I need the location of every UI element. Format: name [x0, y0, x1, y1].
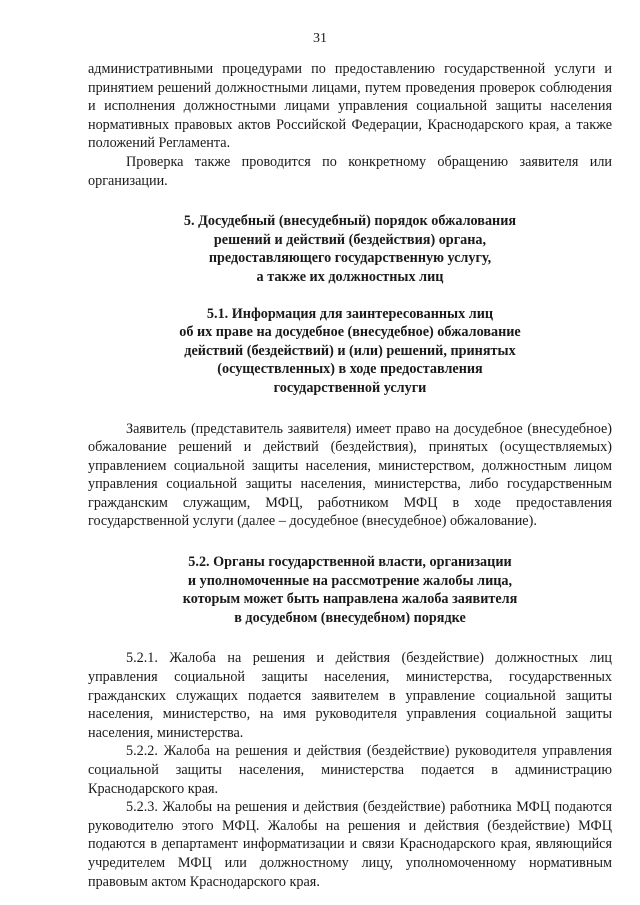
heading-line: действий (бездействий) и (или) решений, принятых	[184, 342, 516, 359]
heading-line: предоставляющего государственную услугу,	[208, 250, 492, 267]
section-5-1-heading	[88, 305, 612, 398]
document-body	[88, 60, 612, 891]
paragraph: Проверка также проводится по конкретному обращению заявителя или организации.	[88, 153, 612, 189]
paragraph: 5.2.1. Жалоба на решения и действия (бездействие) должностных лиц управления социальной защиты населения, министерства, государственных гражданских служащих подается заявителем в управление социальной защиты населения, министерство, на имя руководителя управления социальной защиты населения, министерства.	[88, 650, 612, 741]
paragraph: 5.2.2. Жалоба на решения и действия (бездействие) руководителя управления социальной защиты населения, министерства подается в администрацию Краснодарского края.	[88, 743, 612, 797]
page-number: 31	[313, 31, 327, 46]
heading-line: а также их должностных лиц	[256, 268, 444, 285]
heading-line: 5. Досудебный (внесудебный) порядок обжалования	[183, 213, 517, 230]
heading-line: 5.2. Органы государственной власти, организации	[188, 554, 512, 571]
heading-line: решений и действий (бездействия) органа,	[213, 231, 487, 248]
heading-line: об их праве на досудебное (внесудебное) обжалование	[179, 324, 521, 341]
paragraph: 5.2.3. Жалобы на решения и действия (бездействие) работника МФЦ подаются руководителю этого МФЦ. Жалобы на решения и действия (бездействие) МФЦ подаются в департамент информатизации и связи Краснодарского края, являющийся учредителем МФЦ или должностному лицу, уполномоченному нормативным правовым актом Краснодарского края.	[88, 799, 612, 890]
heading-line: (осуществленных) в ходе предоставления	[217, 361, 483, 378]
section-5-2-heading	[88, 553, 612, 627]
heading-line: и уполномоченные на рассмотрение жалобы лица,	[187, 572, 513, 589]
section-5-heading	[88, 212, 612, 286]
heading-line: государственной услуги	[273, 379, 427, 396]
paragraph: административными процедурами по предоставлению государственной услуги и принятием решений должностными лицами, путем проведения проверок соблюдения и исполнения должностными лицами управления социальной защиты населения нормативных правовых актов Российской Федерации, Краснодарского края, а также положений Регламента.	[88, 61, 612, 152]
heading-line: которым может быть направлена жалоба заявителя	[182, 591, 518, 608]
heading-line: 5.1. Информация для заинтересованных лиц	[206, 305, 494, 322]
paragraph: Заявитель (представитель заявителя) имеет право на досудебное (внесудебное) обжалование решений и действий (бездействия), принятых (осуществляемых) управлением социальной защиты населения, министерством, должностным лицом управления социальной защиты населения, министерства, либо государственным гражданским служащим, МФЦ, работником МФЦ в ходе предоставления государственной услуги (далее – досудебное (внесудебное) обжалование).	[88, 420, 612, 530]
heading-line: в досудебном (внесудебном) порядке	[234, 609, 466, 626]
